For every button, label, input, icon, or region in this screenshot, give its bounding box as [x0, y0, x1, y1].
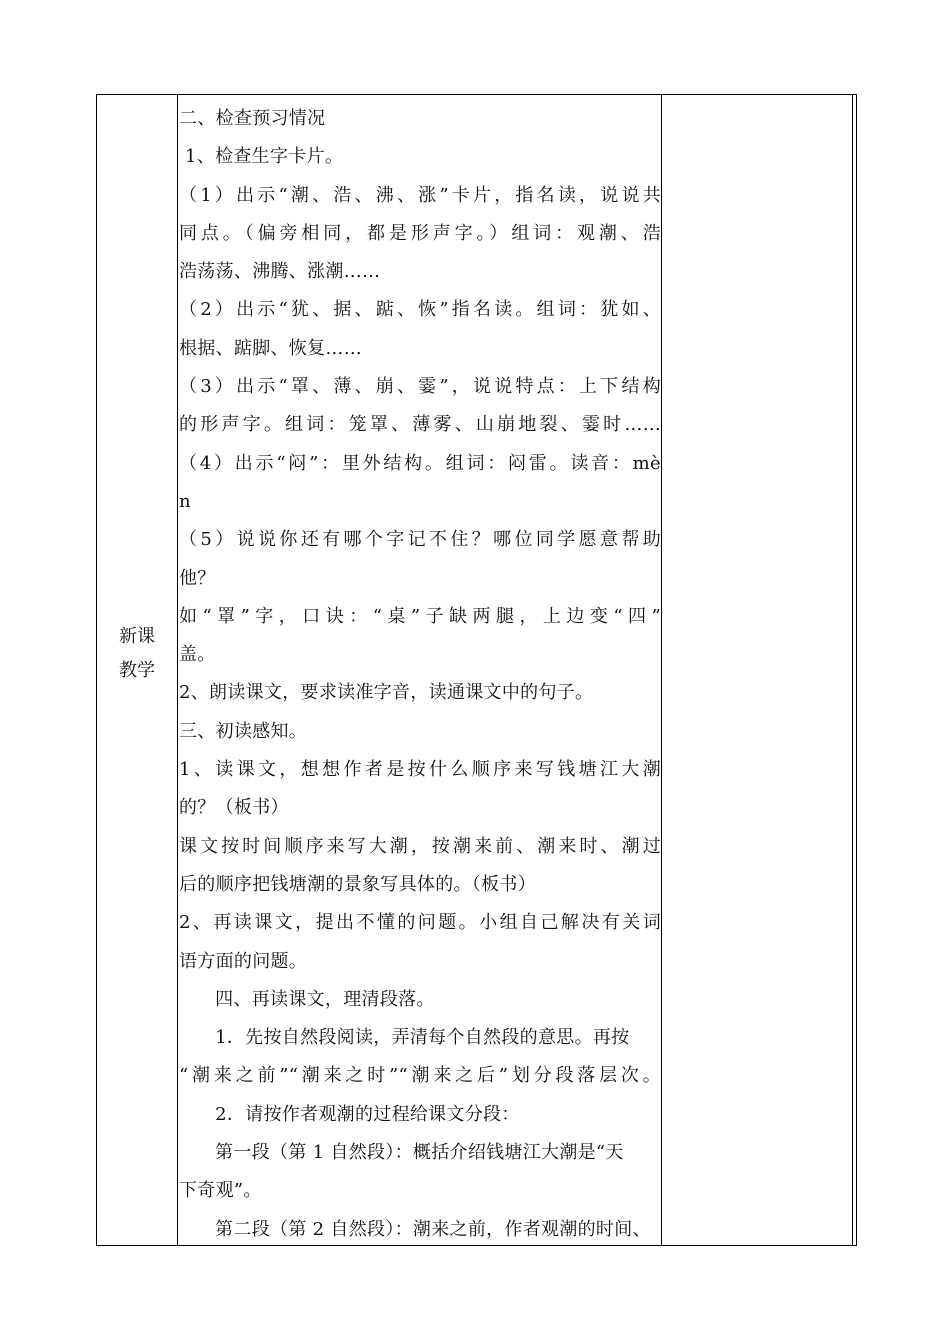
table-border-right-inner	[852, 94, 853, 1246]
section-heading: 三、初读感知。	[179, 720, 308, 742]
paragraph-line: 后的顺序把钱塘潮的景象写具体的。（板书）	[179, 873, 536, 895]
paragraph-line: 课文按时间顺序来写大潮，按潮来前、潮来时、潮过	[179, 835, 661, 857]
section-heading: 四、再读课文，理清段落。	[179, 988, 435, 1010]
row-label-line: 教学	[119, 660, 155, 681]
paragraph-line: 2．请按作者观潮的过程给课文分段：	[179, 1103, 520, 1125]
paragraph-line: 根据、踮脚、恢复……	[179, 337, 362, 359]
row-label-line: 新课	[119, 626, 155, 647]
paragraph-line: 的？（板书）	[179, 797, 289, 819]
lesson-content	[179, 100, 661, 1249]
paragraph-line: 下奇观”。	[179, 1180, 262, 1202]
table-divider-label	[177, 94, 178, 1246]
paragraph-line: n	[179, 490, 191, 512]
row-label	[97, 620, 177, 688]
paragraph-line: 的形声字。组词：笼罩、薄雾、山崩地裂、霎时……	[179, 414, 661, 436]
paragraph-line: 第一段（第 1 自然段）：概括介绍钱塘江大潮是“天	[179, 1142, 624, 1164]
paragraph-line: “潮来之前”“潮来之时”“潮来之后”划分段落层次。	[179, 1065, 661, 1087]
paragraph-line: （2）出示“犹、据、踮、恢”指名读。组词：犹如、	[179, 299, 661, 321]
paragraph-line: 1、读课文，想想作者是按什么顺序来写钱塘江大潮	[179, 759, 661, 781]
paragraph-line: （1）出示“潮、浩、沸、涨”卡片，指名读，说说共	[179, 184, 661, 206]
paragraph-line: 1、检查生字卡片。	[179, 146, 344, 168]
paragraph-line: 2、朗读课文，要求读准字音，读通课文中的句子。	[179, 682, 594, 704]
paragraph-line: （4）出示“闷”：里外结构。组词：闷雷。读音：mè	[179, 452, 661, 474]
paragraph-line: 第二段（第 2 自然段）：潮来之前，作者观潮的时间、	[179, 1218, 651, 1240]
paragraph-line: 如“罩”字，口诀：“桌”子缺两腿，上边变“四”	[179, 605, 661, 627]
paragraph-line: （3）出示“罩、薄、崩、霎”，说说特点：上下结构	[179, 376, 661, 398]
paragraph-line: 他？	[179, 567, 216, 589]
paragraph-line: （5）说说你还有哪个字记不住？哪位同学愿意帮助	[179, 529, 661, 551]
paragraph-line: 盖。	[179, 644, 216, 666]
table-border-right-outer	[856, 94, 857, 1246]
paragraph-line: 浩荡荡、沸腾、涨潮……	[179, 261, 381, 283]
paragraph-line: 同点。（偏旁相同，都是形声字。）组词：观潮、浩	[179, 222, 661, 244]
paragraph-line: 1．先按自然段阅读，弄清每个自然段的意思。再按	[179, 1027, 630, 1049]
notes-column	[662, 95, 852, 1245]
paragraph-line: 语方面的问题。	[179, 950, 308, 972]
section-heading: 二、检查预习情况	[179, 108, 326, 129]
paragraph-line: 2、再读课文，提出不懂的问题。小组自己解决有关词	[179, 912, 661, 934]
